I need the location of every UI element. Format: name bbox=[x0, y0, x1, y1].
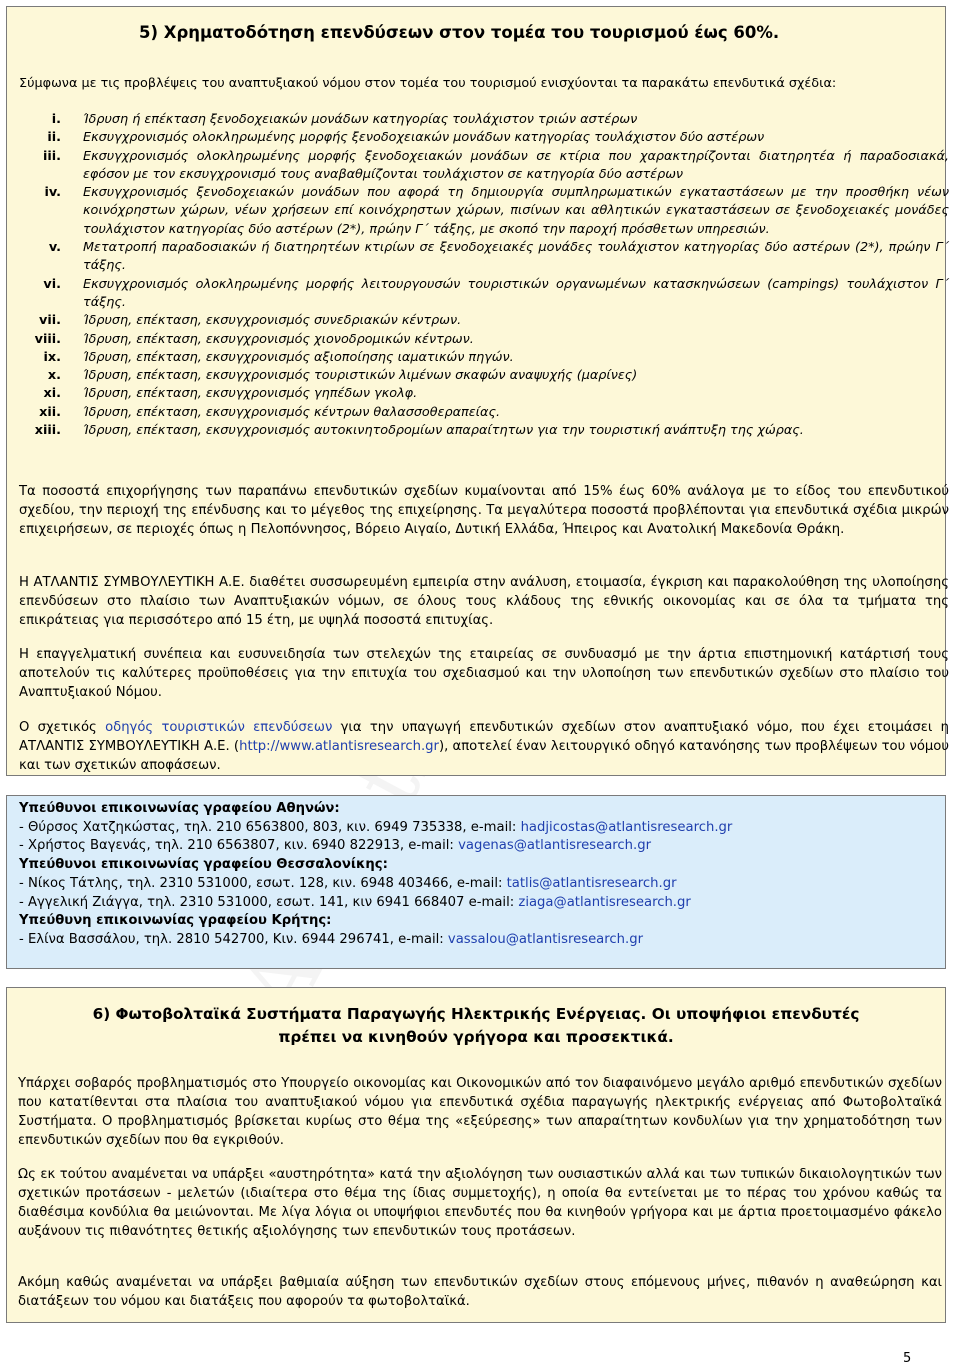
list-item-number: x. bbox=[47, 368, 61, 384]
section-6-paragraph-2: Ως εκ τούτου αναμένεται να υπάρξει «αυστηρότητα» κατά την αξιολόγηση των ουσιαστικών αλλά και των τυπικών δικαιολογητικών των σχετικών προτάσεων - μελετών (ιδιαίτερα στο θέμα της ίδιας συμμετοχής), η οποία θα εντείνεται με το πέρας του χρόνου καθώς τα διαθέσιμα κονδύλια θα μειώνονται. Με λίγα λόγια οι υποψήφιοι επενδυτές που θα κινηθούν γρήγορα και με άρτια προετοιμασμένο φάκελο αυξάνουν τις πιθανότητες θετικής αξιολόγησης των επενδυτικών τους προτάσεων. bbox=[18, 1167, 942, 1239]
list-item-number: ii. bbox=[47, 130, 61, 146]
list-item-number: vi. bbox=[43, 276, 61, 292]
guide-text-post: ), αποτελεί έναν λειτουργικό οδηγό κατανόησης των προβλέψεων του νόμου και των σχετικών αποφάσεων. bbox=[19, 739, 950, 773]
contact-details: - Θύρσος Χατζηκώστας, τηλ. 210 6563800, 803, κιν. 6949 735338, e-mail: bbox=[19, 819, 521, 835]
website-link[interactable]: http://www.atlantisresearch.gr bbox=[239, 739, 439, 754]
investment-types-list bbox=[19, 111, 949, 440]
crete-contacts bbox=[19, 931, 933, 950]
contact-details: - Νίκος Τάτλης, τηλ. 2310 531000, εσωτ. 128, κιν. 6948 403466, e-mail: bbox=[19, 875, 507, 891]
list-item bbox=[19, 349, 949, 367]
list-item-number: i. bbox=[51, 112, 61, 127]
thessaloniki-contacts bbox=[19, 875, 933, 912]
contact-line bbox=[19, 819, 933, 838]
list-item bbox=[19, 385, 949, 403]
list-item-text: Ίδρυση, επέκταση, εκσυγχρονισμός κέντρων θαλασσοθεραπείας. bbox=[83, 404, 501, 420]
list-item-text: Ίδρυση, επέκταση, εκσυγχρονισμός χιονοδρομικών κέντρων. bbox=[83, 331, 474, 347]
list-item-number: iii. bbox=[42, 148, 61, 164]
list-item-number: xi. bbox=[43, 386, 61, 402]
list-item-text: Ίδρυση, επέκταση, εκσυγχρονισμός αξιοποίησης ιαματικών πηγών. bbox=[83, 349, 514, 365]
list-item bbox=[19, 422, 949, 440]
athens-contacts-heading: Υπεύθυνοι επικοινωνίας γραφείου Αθηνών: bbox=[19, 801, 340, 816]
section-6-paragraph-1: Υπάρχει σοβαρός προβληματισμός στο Υπουργείο οικονομίας και Οικονομικών από τον διαφαινόμενο μεγάλο αριθμό επενδυτικών σχεδίων που κατατίθενται στα πλαίσια του αναπτυξιακού νόμου για επενδυτικά σχέδια παραγωγής ηλεκτρικής ενέργειας από Φωτοβολταϊκά Συστήματα. Ο προβληματισμός βρίσκεται κυρίως στο θέμα της «εξεύρεσης» των απαραίτητων κονδυλίων για την χρηματοδότηση των επενδυτικών σχεδίων που θα εγκριθούν. bbox=[18, 1076, 942, 1148]
list-item bbox=[19, 239, 949, 276]
list-item-number: v. bbox=[48, 240, 61, 256]
guide-text-mid: για την υπαγωγή επενδυτικών σχεδίων στον αναπτυξιακό νόμο, που έχει ετοιμάσει η ΑΤΛΑΝΤΙΣ ΣΥΜΒΟΥΛΕΥΤΙΚΗ Α.Ε. ( bbox=[19, 720, 950, 754]
contact-line bbox=[19, 837, 933, 856]
list-item-number: xiii. bbox=[34, 423, 61, 439]
contact-details: - Χρήστος Βαγενάς, τηλ. 210 6563807, κιν. 6940 822913, e-mail: bbox=[19, 838, 459, 854]
section-6-title bbox=[6, 1003, 946, 1049]
section-6-paragraph-3: Ακόμη καθώς αναμένεται να υπάρξει βαθμιαία αύξηση των επενδυτικών σχεδίων στους επόμενους μήνες, πιθανόν η αναθεώρηση και διατάξεων του νόμου και διατάξεις που αφορούν τα φωτοβολταϊκά. bbox=[18, 1275, 942, 1309]
section-5-paragraph-guide bbox=[19, 718, 949, 775]
email-link[interactable]: vagenas@atlantisresearch.gr bbox=[458, 838, 652, 854]
email-link[interactable]: vassalou@atlantisresearch.gr bbox=[447, 931, 643, 947]
tourism-guide-link[interactable]: οδηγός τουριστικών επενδύσεων bbox=[105, 720, 333, 735]
list-item-text: Εκσυγχρονισμός ολοκληρωμένης μορφής ξενοδοχειακών μονάδων κατηγορίας τουλάχιστον δύο αστέρων bbox=[83, 130, 765, 146]
list-item-number: xii. bbox=[39, 404, 61, 420]
email-link[interactable]: ziaga@atlantisresearch.gr bbox=[518, 894, 691, 910]
list-item-text: Μετατροπή παραδοσιακών ή διατηρητέων κτιρίων σε ξενοδοχειακές μονάδες τουλάχιστον κατηγορίας δύο αστέρων (2*), πρώην Γ΄ τάξης. bbox=[83, 240, 949, 274]
list-item-text: Ίδρυση ή επέκταση ξενοδοχειακών μονάδων κατηγορίας τουλάχιστον τριών αστέρων bbox=[83, 112, 638, 127]
list-item bbox=[19, 129, 949, 147]
list-item bbox=[19, 404, 949, 422]
list-item-text: Ίδρυση, επέκταση, εκσυγχρονισμός γηπέδων γκολφ. bbox=[83, 386, 418, 402]
list-item-text: Εκσυγχρονισμός ολοκληρωμένης μορφής λειτουργουσών τουριστικών οργανωμένων κατασκηνώσεων (campings) τουλάχιστον Γ΄ τάξης. bbox=[83, 276, 949, 310]
section-5-paragraph-consistency: Η επαγγελματική συνέπεια και ευσυνειδησία των στελεχών της εταιρείας σε συνδυασμό με την άρτια επιστημονική κατάρτισή τους αποτελούν τις καλύτερες προϋποθέσεις για την επιτυχία του σχεδιασμού και την υλοποίηση των επενδυτικών σχεδίων στο πλαίσιο του Αναπτυξιακού Νόμου. bbox=[19, 647, 949, 700]
list-item bbox=[19, 312, 949, 330]
list-item-text: Ίδρυση, επέκταση, εκσυγχρονισμός συνεδριακών κέντρων. bbox=[83, 313, 462, 329]
list-item bbox=[19, 276, 949, 313]
section-5-paragraph-rates: Τα ποσοστά επιχορήγησης των παραπάνω επενδυτικών σχεδίων κυμαίνονται από 15% έως 60% ανάλογα με το είδος του επενδυτικού σχεδίου, την περιοχή της επένδυσης και το μέγεθος της επιχείρησης. Τα μεγαλύτερα ποσοστά προβλέπονται για επενδυτικά σχέδια μικρών επιχειρήσεων, σε περιοχές όπως η Πελοπόννησος, Βόρειο Αιγαίο, Δυτική Ελλάδα, Ήπειρος και Ανατολική Μακεδονία Θράκη. bbox=[19, 484, 949, 537]
section-5-paragraph-experience: Η ΑΤΛΑΝΤΙΣ ΣΥΜΒΟΥΛΕΥΤΙΚΗ Α.Ε. διαθέτει συσσωρευμένη εμπειρία στην ανάλυση, ετοιμασία, έγκριση και παρακολούθηση της υλοποίησης επενδύσεων στο πλαίσιο των Αναπτυξιακών νόμων, σε όλους τους κλάδους της εθνικής οικονομίας και σε όλα τα τμήματα της επικράτειας για περισσότερο από 15 έτη, με υψηλά ποσοστά επιτυχίας. bbox=[19, 575, 949, 628]
section-5-title: 5) Χρηματοδότηση επενδύσεων στον τομέα του τουρισμού έως 60%. bbox=[139, 23, 780, 42]
section-5-intro: Σύμφωνα με τις προβλέψεις του αναπτυξιακού νόμου στον τομέα του τουρισμού ενισχύονται τα παρακάτω επενδυτικά σχέδια: bbox=[19, 76, 837, 91]
list-item bbox=[19, 331, 949, 349]
list-item-number: ix. bbox=[43, 349, 61, 365]
contact-details: - Αγγελική Ζιάγγα, τηλ. 2310 531000, εσωτ. 141, κιν 6941 668407 e-mail: bbox=[19, 894, 519, 910]
list-item bbox=[19, 111, 949, 129]
list-item-text: Ίδρυση, επέκταση, εκσυγχρονισμός τουριστικών λιμένων σκαφών αναψυχής (μαρίνες) bbox=[83, 368, 638, 384]
section-6-title-line-2: πρέπει να κινηθούν γρήγορα και προσεκτικά. bbox=[278, 1028, 674, 1046]
contact-line bbox=[19, 875, 933, 894]
contact-line bbox=[19, 894, 933, 913]
list-item bbox=[19, 184, 949, 239]
contact-line bbox=[19, 931, 933, 950]
list-item-number: viii. bbox=[34, 331, 61, 347]
email-link[interactable]: tatlis@atlantisresearch.gr bbox=[506, 875, 677, 891]
crete-contacts-heading: Υπεύθυνη επικοινωνίας γραφείου Κρήτης: bbox=[19, 913, 332, 929]
list-item-number: vii. bbox=[39, 313, 61, 329]
email-link[interactable]: hadjicostas@atlantisresearch.gr bbox=[520, 819, 733, 835]
athens-contacts bbox=[19, 819, 933, 856]
section-5-box bbox=[6, 6, 950, 776]
contact-details: - Ελίνα Βασσάλου, τηλ. 2810 542700, Κιν. 6944 296741, e-mail: bbox=[19, 931, 448, 947]
list-item-number: iv. bbox=[44, 185, 61, 201]
list-item bbox=[19, 148, 949, 185]
thessaloniki-contacts-heading: Υπεύθυνοι επικοινωνίας γραφείου Θεσσαλονίκης: bbox=[19, 857, 388, 873]
guide-text-pre: Ο σχετικός bbox=[19, 720, 106, 735]
list-item-text: Εκσυγχρονισμός ολοκληρωμένης μορφής ξενοδοχειακών μονάδων σε κτίρια που χαρακτηρίζονται διατηρητέα ή παραδοσιακά, εφόσον με τον εκσυγχρονισμό τους αναβαθμίζονται τουλάχιστον σε κατηγορία δύο αστέρων bbox=[83, 148, 949, 182]
page-number: 5 bbox=[903, 1351, 912, 1366]
list-item-text: Ίδρυση, επέκταση, εκσυγχρονισμός αυτοκινητοδρομίων απαραίτητων για την τουριστική ανάπτυξη της χώρας. bbox=[83, 423, 804, 439]
list-item-text: Εκσυγχρονισμός ξενοδοχειακών μονάδων που αφορά τη δημιουργία συμπληρωματικών εγκαταστάσεων με την προσθήκη νέων κοινόχρηστων χώρων, νέων χρήσεων επί κοινόχρηστων χώρων, πισίνων και αθλητικών εγκαταστάσεων σε ξενοδοχειακές μονάδες τουλάχιστον κατηγορίας δύο αστέρων (2*), πρώην Γ΄ τάξης, με σκοπό την παροχή πρόσθετων υπηρεσιών. bbox=[83, 185, 949, 237]
contacts-box bbox=[6, 795, 946, 969]
list-item bbox=[19, 367, 949, 385]
section-6-title-line-1: 6) Φωτοβολταϊκά Συστήματα Παραγωγής Ηλεκτρικής Ενέργειας. Οι υποψήφιοι επενδυτές bbox=[92, 1005, 860, 1023]
